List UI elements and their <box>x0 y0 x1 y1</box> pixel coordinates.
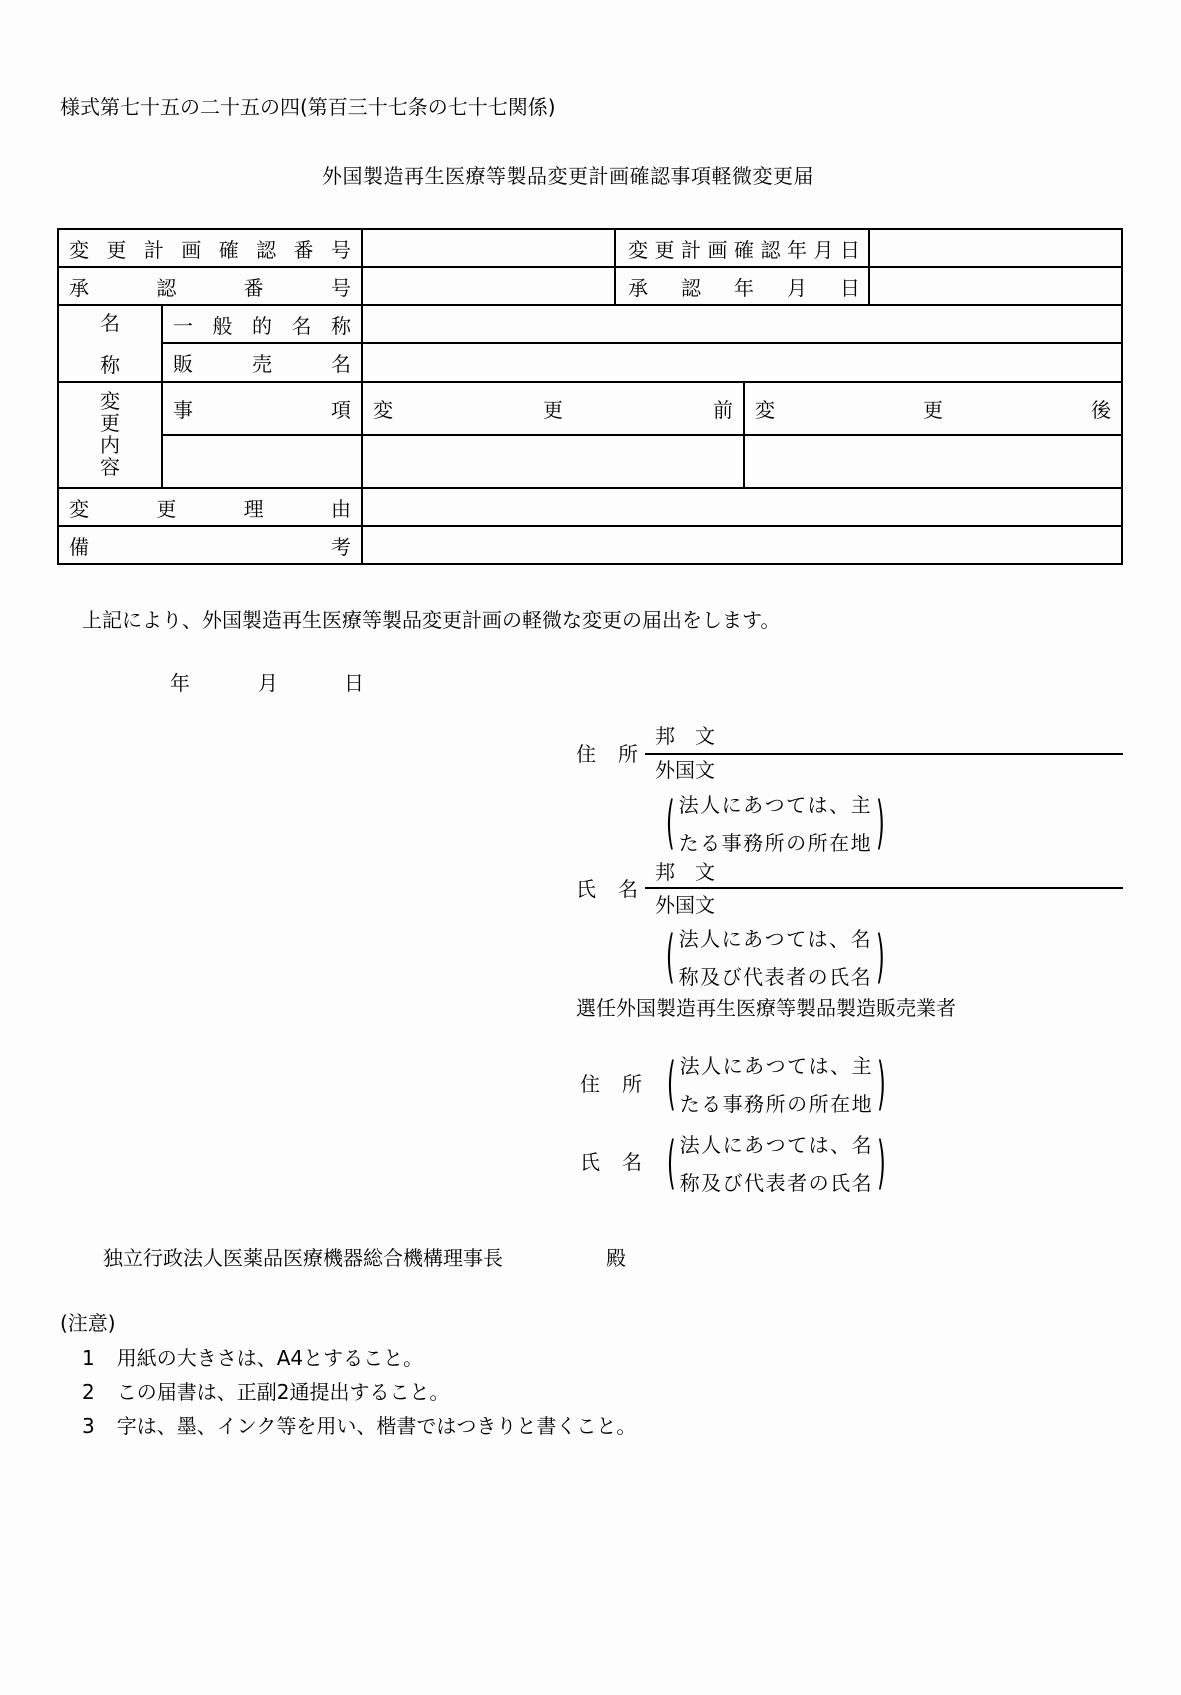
note-number: 1 <box>82 1346 95 1370</box>
char: 一 <box>173 313 193 338</box>
left-paren-icon: ( <box>667 1052 676 1118</box>
left-paren-icon: ( <box>666 925 675 991</box>
note-line: たる事務所の所在地 <box>679 1092 874 1116</box>
designated-address-note <box>667 1047 886 1123</box>
char: 的 <box>252 313 272 338</box>
note-line: 法人にあつては、名 <box>679 1133 874 1157</box>
char: 所 <box>618 742 638 766</box>
label-approval-date <box>616 268 868 304</box>
char: 住 <box>576 742 596 766</box>
char: 由 <box>330 496 351 521</box>
char: 月 <box>787 275 807 300</box>
note-line: 法人にあつては、主 <box>678 793 873 817</box>
designated-name-note <box>667 1126 886 1202</box>
char: 更 <box>923 398 943 422</box>
right-paren-icon: ) <box>876 791 885 857</box>
char: 般 <box>212 313 233 338</box>
char: 番 <box>293 237 314 262</box>
char: 年 <box>787 237 807 262</box>
applicant-name-domestic: 邦 文 <box>655 860 715 884</box>
label-brand-name <box>163 344 361 381</box>
statement-text: 上記により、外国製造再生医療等製品変更計画の軽微な変更の届出をします。 <box>82 608 781 632</box>
right-paren-icon: ) <box>877 1131 886 1197</box>
field-before-change[interactable] <box>363 436 743 487</box>
applicant-name-label <box>576 879 638 899</box>
field-approval-number[interactable] <box>363 268 614 304</box>
note-number: 2 <box>82 1380 95 1404</box>
char: 認 <box>256 237 277 262</box>
char: 備 <box>69 534 89 559</box>
char: 氏 <box>580 1150 600 1174</box>
form-id: 様式第七十五の二十五の四(第百三十七条の七十七関係) <box>60 95 556 119</box>
field-change-plan-date[interactable] <box>870 230 1121 266</box>
char: 更 <box>156 496 177 521</box>
char: 名 <box>100 311 120 335</box>
left-paren-icon: ( <box>666 791 675 857</box>
char: 日 <box>840 237 860 262</box>
label-change-reason <box>59 489 361 525</box>
char: 後 <box>1091 398 1111 422</box>
char: 売 <box>252 352 272 376</box>
note-text: 字は、墨、インク等を用い、楷書ではつきりと書くこと。 <box>116 1414 637 1438</box>
right-paren-icon: ) <box>876 925 885 991</box>
char: 変 <box>69 237 89 262</box>
char: 認 <box>156 275 177 300</box>
char: 変 <box>100 389 120 413</box>
char: 内 <box>100 433 120 457</box>
char: 名 <box>618 877 638 901</box>
label-change-plan-date <box>616 230 868 266</box>
label-approval-number <box>59 268 361 304</box>
char: 認 <box>760 237 781 262</box>
char: 画 <box>707 237 728 262</box>
char: 所 <box>622 1072 642 1096</box>
field-change-plan-number[interactable] <box>363 230 614 266</box>
designated-heading: 選任外国製造再生医療等製品製造販売業者 <box>576 996 956 1020</box>
field-approval-date[interactable] <box>870 268 1121 304</box>
field-remarks[interactable] <box>363 527 1121 563</box>
designated-name-label <box>580 1152 642 1172</box>
char: 住 <box>580 1072 600 1096</box>
field-item[interactable] <box>163 436 361 487</box>
char: 容 <box>100 455 120 479</box>
char: 販 <box>173 352 193 376</box>
char: 考 <box>331 534 351 559</box>
char: 号 <box>330 237 351 262</box>
field-after-change[interactable] <box>745 436 1121 487</box>
char: 計 <box>681 237 701 262</box>
date-day: 日 <box>344 671 364 695</box>
note-number: 3 <box>82 1414 95 1438</box>
char: 事 <box>173 398 193 422</box>
note-text: 用紙の大きさは、A4とすること。 <box>116 1346 424 1370</box>
label-remarks <box>59 527 361 563</box>
char: 名 <box>622 1150 642 1174</box>
applicant-name-note <box>666 920 885 996</box>
char: 日 <box>840 275 860 300</box>
char: 番 <box>243 275 264 300</box>
char: 確 <box>218 237 239 262</box>
addressee-name: 独立行政法人医薬品医療機器総合機構理事長 <box>103 1246 503 1270</box>
char: 変 <box>373 398 393 422</box>
char: 変 <box>755 398 775 422</box>
note-line: 法人にあつては、主 <box>679 1054 874 1078</box>
note-line: たる事務所の所在地 <box>678 831 873 855</box>
applicant-address-label <box>576 744 638 764</box>
right-paren-icon: ) <box>877 1052 886 1118</box>
header-item <box>163 383 361 434</box>
document-title: 外国製造再生医療等製品変更計画確認事項軽微変更届 <box>322 164 814 188</box>
char: 名 <box>291 313 312 338</box>
note-item <box>82 1382 449 1402</box>
char: 年 <box>734 275 754 300</box>
applicant-name-foreign: 外国文 <box>655 893 715 917</box>
char: 氏 <box>576 877 596 901</box>
field-change-reason[interactable] <box>363 489 1121 525</box>
addressee-honorific: 殿 <box>606 1246 626 1270</box>
char: 称 <box>100 353 120 377</box>
field-general-name[interactable] <box>363 306 1121 342</box>
header-after-change <box>745 383 1121 434</box>
char: 画 <box>181 237 202 262</box>
field-brand-name[interactable] <box>363 344 1121 381</box>
char: 前 <box>713 398 733 422</box>
applicant-address-note <box>666 786 885 862</box>
char: 名 <box>331 352 351 376</box>
char: 項 <box>331 398 351 422</box>
char: 変 <box>69 496 89 521</box>
note-line: 法人にあつては、名 <box>678 927 873 951</box>
char: 更 <box>543 398 563 422</box>
note-text: この届書は、正副2通提出すること。 <box>116 1380 450 1404</box>
char: 称 <box>331 313 351 338</box>
date-year: 年 <box>170 671 190 695</box>
char: 計 <box>143 237 164 262</box>
char: 理 <box>243 496 264 521</box>
note-item <box>82 1348 423 1368</box>
char: 更 <box>654 237 675 262</box>
left-paren-icon: ( <box>667 1131 676 1197</box>
label-change-details <box>59 390 161 478</box>
char: 月 <box>813 237 834 262</box>
note-item <box>82 1416 636 1436</box>
char: 更 <box>100 411 120 435</box>
applicant-address-domestic: 邦 文 <box>655 724 715 748</box>
char: 認 <box>681 275 701 300</box>
char: 確 <box>734 237 754 262</box>
char: 更 <box>106 237 127 262</box>
note-line: 称及び代表者の氏名 <box>678 965 873 989</box>
char: 承 <box>69 275 89 300</box>
applicant-address-foreign: 外国文 <box>655 758 715 782</box>
header-before-change <box>363 383 743 434</box>
char: 承 <box>628 275 648 300</box>
designated-address-label <box>580 1074 642 1094</box>
label-change-plan-number <box>59 230 361 266</box>
notes-heading: (注意) <box>60 1311 116 1335</box>
label-name-group <box>59 312 161 376</box>
note-line: 称及び代表者の氏名 <box>679 1171 874 1195</box>
label-general-name <box>163 306 361 342</box>
char: 変 <box>628 237 648 262</box>
date-month: 月 <box>258 671 278 695</box>
char: 号 <box>330 275 351 300</box>
